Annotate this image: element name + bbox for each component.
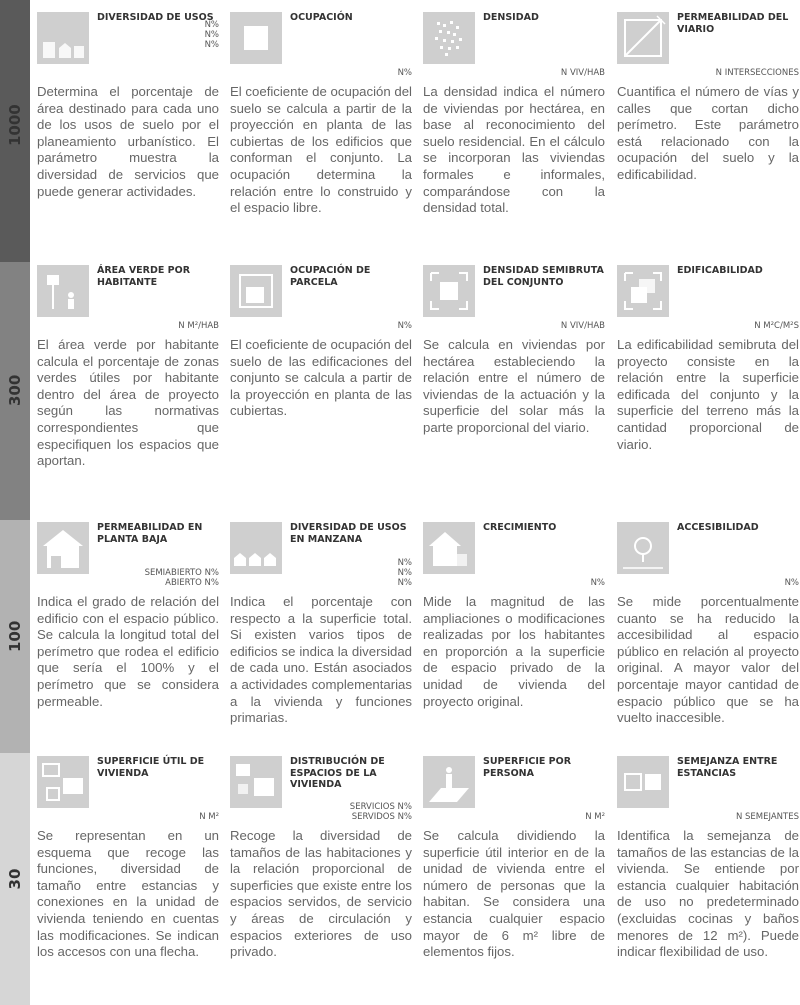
card-units: N% [397, 321, 412, 331]
card-description: El coeficiente de ocupación del suelo de las edificaciones del conjunto se calcula a partir de la proyección en planta de las cubiertas. [230, 337, 412, 419]
card-units: N SEMEJANTES [735, 812, 799, 822]
card-area-verde [37, 265, 219, 470]
card-units: N% [590, 578, 605, 588]
card-densidad-semibruta [423, 265, 605, 437]
room-scheme-icon [37, 756, 89, 808]
card-edificabilidad [617, 265, 799, 453]
card-title: SEMEJANZA ENTRE ESTANCIAS [677, 756, 778, 779]
card-ocupacion-parcela [230, 265, 412, 420]
buildability-icon [617, 265, 669, 317]
scale-label: 1000 [6, 104, 24, 146]
card-title: DISTRIBUCIÓN DE ESPACIOS DE LA VIVIENDA [290, 756, 385, 790]
scale-segment-300 [0, 262, 30, 520]
card-superficie-util [37, 756, 219, 961]
scale-segment-30 [0, 753, 30, 1005]
card-title: ÁREA VERDE POR HABITANTE [97, 265, 191, 288]
similar-rooms-icon [617, 756, 669, 808]
card-title: CRECIMIENTO [483, 522, 557, 533]
card-description: Se calcula dividiendo la superficie útil interior en de la unidad de vivienda entre el número de personas que la habitan. Se considera una estancia cualquier espacio mayor de 6 m² libre de elementos fijos. [423, 828, 605, 960]
card-semejanza-estancias [617, 756, 799, 961]
card-title: DIVERSIDAD DE USOS [97, 12, 214, 23]
card-units: N M²C/M²S [754, 321, 799, 331]
parcel-icon [230, 265, 282, 317]
scale-column [0, 0, 30, 1005]
card-description: Se mide porcentualmente cuanto se ha reducido la accesibilidad al espacio público en relación al proyecto original. A mayor valor del porcentaje mayor cantidad de espacio público que se ha vuelto inaccesible. [617, 594, 799, 726]
card-units: SERVICIOS N% SERVIDOS N% [349, 802, 412, 822]
card-description: Mide la magnitud de las ampliaciones o modificaciones realizadas por los habitantes en proporción a la superficie de espacio privado de la unidad de vivienda del proyecto original. [423, 594, 605, 709]
card-title: OCUPACIÓN [290, 12, 353, 23]
block-icon [423, 265, 475, 317]
card-densidad [423, 12, 605, 217]
houses-row-icon [230, 522, 282, 574]
room-distribution-icon [230, 756, 282, 808]
card-description: Indica el grado de relación del edificio con el espacio público. Se calcula la longitud total del perímetro que rodea el edificio que sería el 100% y el perímetro que se considera permeable. [37, 594, 219, 709]
house-extension-icon [423, 522, 475, 574]
card-description: Se calcula en viviendas por hectárea estableciendo la relación entre el número de viviendas de la actuación y la superficie del solar más la parte proporcional del viario. [423, 337, 605, 435]
card-units: N M² [585, 812, 605, 822]
house-icon [37, 522, 89, 574]
card-units: N VIV/HAB [560, 68, 605, 78]
scale-label: 100 [6, 620, 24, 652]
card-description: Recoge la diversidad de tamaños de las habitaciones y la relación proporcional de superficies que existe entre los espacios servidos, de servicio y áreas de circulación y espacios exteriores de uso privado. [230, 828, 412, 960]
dots-icon [423, 12, 475, 64]
card-title: DIVERSIDAD DE USOS EN MANZANA [290, 522, 407, 545]
card-units: N M²/HAB [178, 321, 219, 331]
card-accesibilidad [617, 522, 799, 727]
card-description: El área verde por habitante calcula el porcentaje de zonas verdes útiles por habitante dentro del área de proyecto según las normativas correspondientes que especifiquen los espacios que aportan. [37, 337, 219, 469]
tree-circle-icon [617, 522, 669, 574]
card-distribucion-espacios [230, 756, 412, 961]
card-permeabilidad-viario [617, 12, 799, 184]
card-title: DENSIDAD SEMIBRUTA DEL CONJUNTO [483, 265, 604, 288]
card-ocupacion [230, 12, 412, 217]
card-title: PERMEABILIDAD DEL VIARIO [677, 12, 789, 35]
card-description: Cuantifica el número de vías y calles que cortan dicho perímetro. Este parámetro está relacionado con la ocupación del suelo y la edificabilidad. [617, 84, 799, 182]
tree-person-icon [37, 265, 89, 317]
card-description: La edificabilidad semibruta del proyecto consiste en la relación entre la superficie edificada del conjunto y la superficie del terreno más la cantidad proporcional de viario. [617, 337, 799, 452]
card-units: SEMIABIERTO N% ABIERTO N% [144, 568, 219, 588]
card-title: ACCESIBILIDAD [677, 522, 759, 533]
scale-label: 300 [6, 374, 24, 406]
card-description: Identifica la semejanza de tamaños de las estancias de la vivienda. Se entiende por estancia cualquier habitación de uso no predeterminado (excluidas cocinas y baños menores de 12 m²). Puede indicar flexibilidad de uso. [617, 828, 799, 960]
card-units: N VIV/HAB [560, 321, 605, 331]
scale-segment-1000 [0, 0, 30, 262]
card-diversidad-manzana [230, 522, 412, 727]
card-title: PERMEABILIDAD EN PLANTA BAJA [97, 522, 203, 545]
card-description: Determina el porcentaje de área destinado para cada uno de los usos de suelo por el planeamiento urbanístico. El parámetro muestra la diversidad de servicios que puede generar actividades. [37, 84, 219, 199]
card-crecimiento [423, 522, 605, 710]
card-title: SUPERFICIE ÚTIL DE VIVIENDA [97, 756, 205, 779]
card-title: DENSIDAD [483, 12, 539, 23]
card-title: OCUPACIÓN DE PARCELA [290, 265, 371, 288]
square-icon [230, 12, 282, 64]
card-units: N% N% N% [204, 20, 219, 50]
diagonal-lines-icon [617, 12, 669, 64]
card-units: N INTERSECCIONES [715, 68, 799, 78]
card-description: Indica el porcentaje con respecto a la superficie total. Si existen varios tipos de edificios se indica la diversidad de cada uno. Están asociados a actividades complementarias a la vivienda y funciones primarias. [230, 594, 412, 726]
card-permeabilidad-planta-baja [37, 522, 219, 710]
scale-label: 30 [6, 868, 24, 890]
card-description: Se representan en un esquema que recoge las funciones, diversidad de tamaño entre estancias y conexiones en la unidad de vivienda teniendo en cuentas las modificaciones. Se indican los accesos con una flecha. [37, 828, 219, 960]
card-superficie-persona [423, 756, 605, 961]
card-units: N M² [199, 812, 219, 822]
buildings-icon [37, 12, 89, 64]
card-title: EDIFICABILIDAD [677, 265, 763, 276]
card-units: N% [784, 578, 799, 588]
card-units: N% [397, 68, 412, 78]
scale-segment-100 [0, 520, 30, 753]
card-units: N% N% N% [397, 558, 412, 588]
card-diversidad-usos [37, 12, 219, 200]
person-area-icon [423, 756, 475, 808]
card-description: La densidad indica el número de viviendas por hectárea, en base al reconocimiento del suelo residencial. En el cálculo se incorporan las viviendas formales e informales, comparándose con la densidad total. [423, 84, 605, 216]
card-title: SUPERFICIE POR PERSONA [483, 756, 572, 779]
card-description: El coeficiente de ocupación del suelo se calcula a partir de la proyección en planta de las cubiertas de los edificios que conforman el conjunto. La ocupación determina la relación entre lo construido y el espacio libre. [230, 84, 412, 216]
